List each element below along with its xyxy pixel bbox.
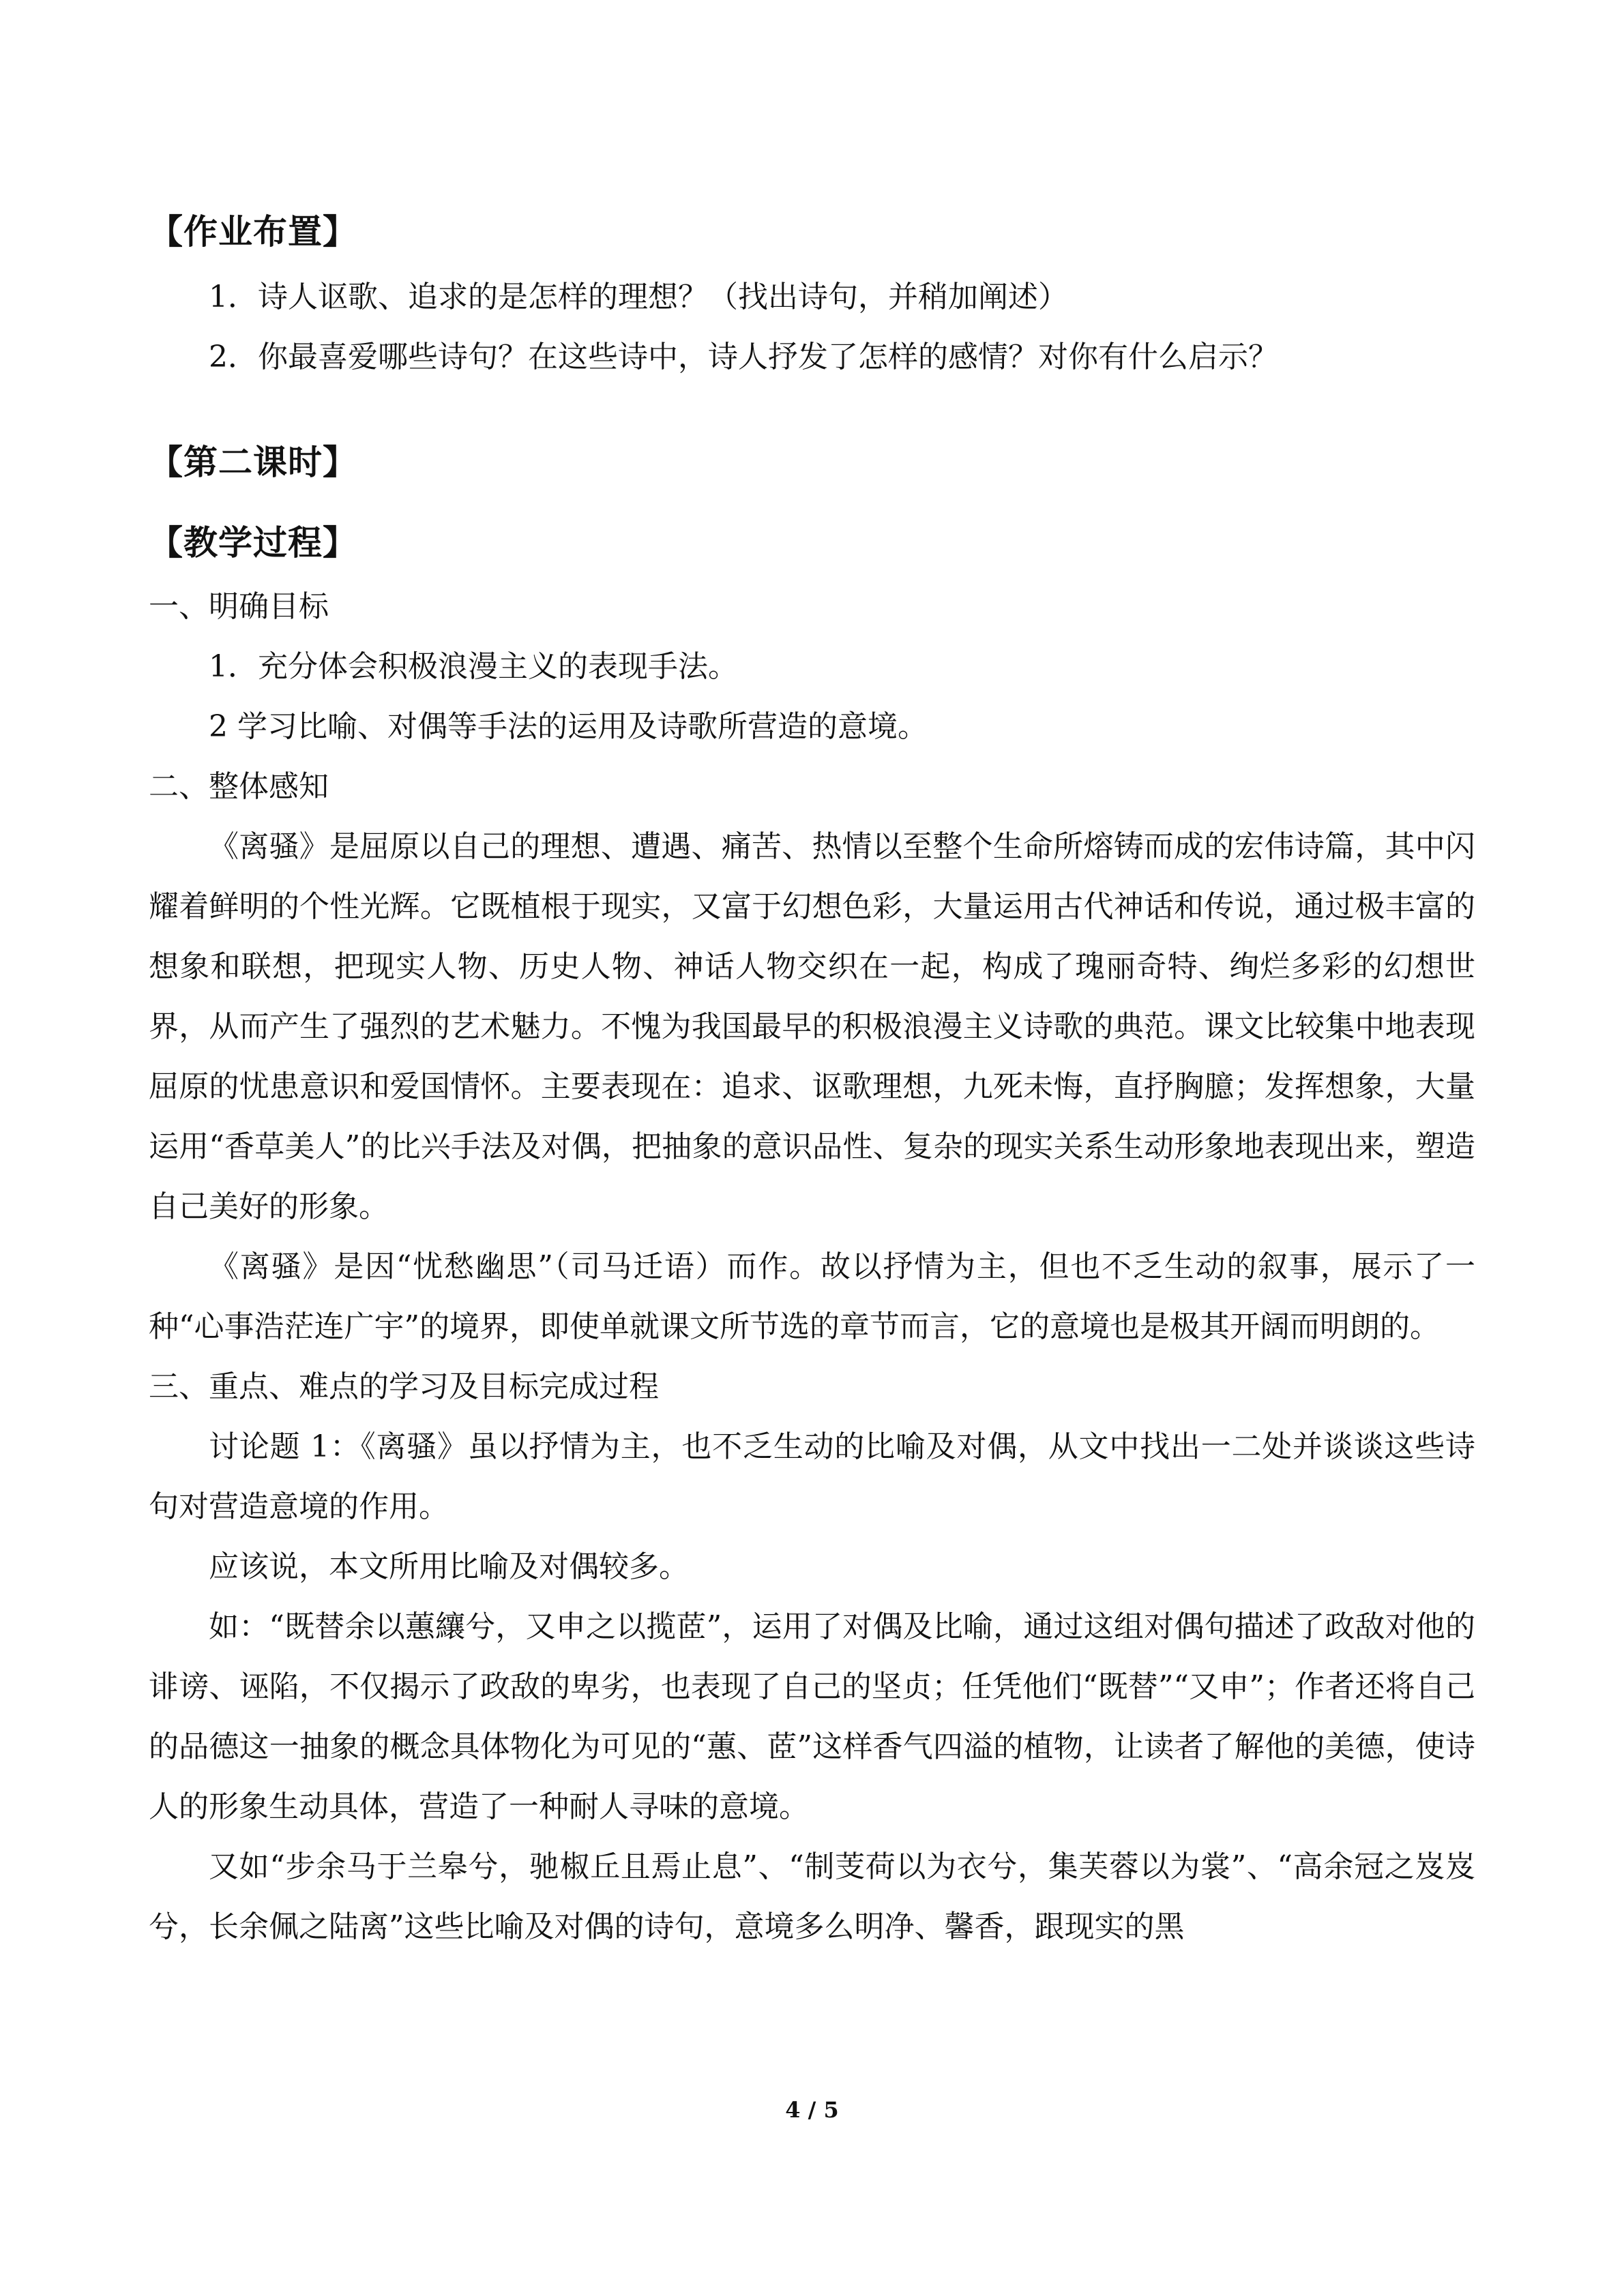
discussion-question-1: 讨论题 1：《离骚》虽以抒情为主，也不乏生动的比喻及对偶，从文中找出一二处并谈谈这些诗句对营造意境的作用。 [149,1429,1475,1524]
homework-item-2: 2．你最喜爱哪些诗句？在这些诗中，诗人抒发了怎样的感情？对你有什么启示？ [209,340,1278,374]
goal-item-2: 2 学习比喻、对偶等手法的运用及诗歌所营造的意境。 [209,709,928,744]
homework-list [149,267,1475,387]
key-points-paragraph-3: 如：“既替余以蕙纕兮，又申之以揽茝”，运用了对偶及比喻，通过这组对偶句描述了政敌对他的诽谤、诬陷，不仅揭示了政敌的卑劣，也表现了自己的坚贞；任凭他们“既替”“又申”；作者还将自己的品德这一抽象的概念具体物化为可见的“蕙、茝”这样香气四溢的植物，让读者了解他的美德，使诗人的形象生动具体，营造了一种耐人寻味的意境。 [149,1609,1475,1824]
section-overview-title: 二、整体感知 [149,769,329,804]
heading-second-lesson: 【第二课时】 [149,442,357,482]
heading-teaching-process: 【教学过程】 [149,522,357,563]
section-key-points [149,1357,1475,1957]
section-goals [149,577,1475,757]
page-number: 4 / 5 [785,2097,839,2123]
section-key-points-title: 三、重点、难点的学习及目标完成过程 [149,1369,659,1404]
overview-paragraph-2: 《离骚》是因“忧愁幽思”（司马迁语）而作。故以抒情为主，但也不乏生动的叙事，展示了一种“心事浩茫连广宇”的境界，即使单就课文所节选的章节而言，它的意境也是极其开阔而明朗的。 [149,1249,1475,1344]
goal-item-1: 1．充分体会积极浪漫主义的表现手法。 [209,649,738,684]
overview-paragraph-1: 《离骚》是屈原以自己的理想、遭遇、痛苦、热情以至整个生命所熔铸而成的宏伟诗篇，其中闪耀着鲜明的个性光辉。它既植根于现实，又富于幻想色彩，大量运用古代神话和传说，通过极丰富的想象和联想，把现实人物、历史人物、神话人物交织在一起，构成了瑰丽奇特、绚烂多彩的幻想世界，从而产生了强烈的艺术魅力。不愧为我国最早的积极浪漫主义诗歌的典范。课文比较集中地表现屈原的忧患意识和爱国情怀。主要表现在：追求、讴歌理想，九死未悔，直抒胸臆；发挥想象，大量运用“香草美人”的比兴手法及对偶，把抽象的意识品性、复杂的现实关系生动形象地表现出来，塑造自己美好的形象。 [149,829,1475,1224]
homework-item-1: 1．诗人讴歌、追求的是怎样的理想？（找出诗句，并稍加阐述） [209,280,1068,314]
section-goals-title: 一、明确目标 [149,589,329,624]
key-points-paragraph-4: 又如“步余马于兰皋兮，驰椒丘且焉止息”、“制芰荷以为衣兮，集芙蓉以为裳”、“高余冠之岌岌兮，长余佩之陆离”这些比喻及对偶的诗句，意境多么明净、馨香，跟现实的黑 [149,1849,1475,1944]
page-content [149,205,1475,1957]
heading-homework: 【作业布置】 [149,211,357,252]
key-points-paragraph-2: 应该说，本文所用比喻及对偶较多。 [209,1549,689,1584]
section-overview [149,757,1475,1357]
